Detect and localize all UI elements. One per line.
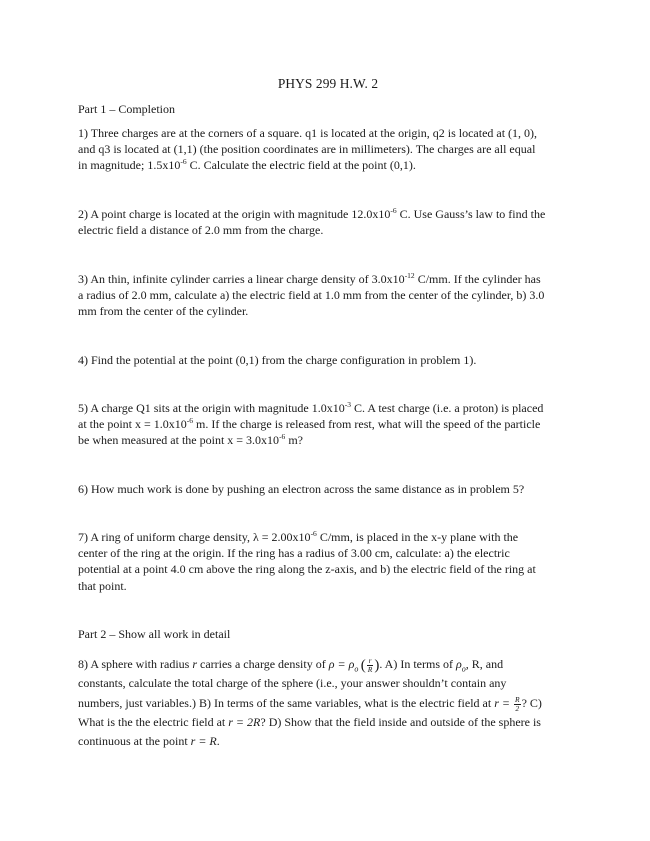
- question-8: [78, 654, 578, 751]
- question-6-line-1: 6) How much work is done by pushing an electron across the same distance as in problem 5?: [78, 482, 525, 496]
- question-8-line-4: What is the the electric field at r = 2R? D) Show that the field inside and outside of the sphere is: [78, 715, 541, 729]
- r-over-R-fraction: $\frac{r}{R}$: [367, 656, 373, 674]
- question-7-line-2: center of the ring at the origin. If the ring has a radius of 3.00 cm, calculate: a) the electric: [78, 546, 510, 561]
- question-8-line-5: continuous at the point r = R.: [78, 734, 220, 748]
- question-4: [78, 352, 578, 368]
- question-1-line-1: 1) Three charges are at the corners of a square. q1 is located at the origin, q2 is located at (1, 0),: [78, 126, 538, 140]
- question-8-line-2: constants, calculate the total charge of the sphere (i.e., your answer shouldn’t contain any: [78, 676, 507, 690]
- question-8-line-1: 8) A sphere with radius r carries a charge density of $\rho = \rho_o$ ( $\frac{r}{R}$ ). A) In terms of $\rho_o$, R, and: [78, 656, 504, 674]
- question-4-line-1: 4) Find the potential at the point (0,1) from the charge configuration in problem 1).: [78, 353, 477, 367]
- question-5: [78, 400, 578, 449]
- question-7-line-4: that point.: [78, 578, 127, 593]
- question-7-line-1: 7) A ring of uniform charge density, $\lambda = 2.00x10^{-6}$ C/mm, is placed in the x-y plane with the: [78, 529, 519, 544]
- question-1: [78, 125, 578, 174]
- question-7: [78, 529, 578, 594]
- R-over-2-fraction: $\frac{R}{2}$: [514, 695, 520, 713]
- question-7-line-3: potential at a point 4.0 cm above the ring along the z-axis, and b) the electric field of the ring at: [78, 562, 536, 577]
- part2-heading: Part 2 – Show all work in detail: [78, 627, 231, 641]
- question-3-line-2: a radius of 2.0 mm, calculate a) the electric field at 1.0 mm from the center of the cylinder, b) 3.0: [78, 288, 545, 303]
- question-3-line-1: 3) An thin, infinite cylinder carries a linear charge density of $3.0x10^{-12}$ C/mm. If the cylinder has: [78, 271, 541, 286]
- question-8-line-3: numbers, just variables.) B) In terms of the same variables, what is the electric field at r = $\frac{R}{2}$ ? C): [78, 695, 542, 713]
- question-5-line-2: at the point $x = 1.0x10^{-6}$ m. If the charge is released from rest, what will the speed of the particle: [78, 416, 541, 432]
- question-5-line-1: 5) A charge Q1 sits at the origin with magnitude $1.0x10^{-3}$ C. A test charge (i.e. a proton) is placed: [78, 400, 544, 415]
- question-1-line-3: in magnitude; $1.5x10^{-6}$ C. Calculate the electric field at the point (0,1).: [78, 157, 416, 173]
- question-2: [78, 206, 578, 238]
- question-2-line-1: 2) A point charge is located at the origin with magnitude $12.0x10^{-6}$ C. Use Gauss’s law to find the: [78, 206, 546, 221]
- question-6: [78, 481, 578, 497]
- document-title: PHYS 299 H.W. 2: [277, 76, 379, 91]
- question-3: [78, 271, 578, 320]
- question-2-line-2: electric field a distance of 2.0 mm from the charge.: [78, 223, 324, 238]
- part1-heading: Part 1 – Completion: [78, 102, 175, 116]
- question-3-line-3: mm from the center of the cylinder.: [78, 304, 249, 319]
- question-5-line-3: be when measured at the point $x = 3.0x10^{-6}$ m?: [78, 432, 303, 448]
- question-1-line-2: and q3 is located at (1,1) (the position coordinates are in millimeters). The charges are all equal: [78, 142, 536, 157]
